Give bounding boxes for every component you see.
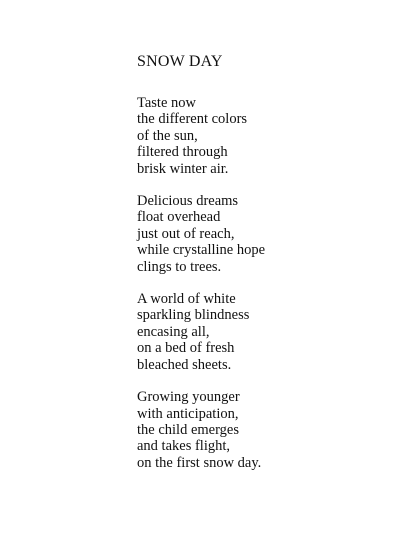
poem — [137, 52, 397, 487]
poem-line: Taste now — [137, 95, 196, 111]
poem-line: the different colors — [137, 111, 248, 128]
poem-line: sparkling blindness — [137, 307, 250, 324]
poem-line: Delicious dreams — [137, 193, 239, 210]
poem-line: clings to trees. — [137, 258, 222, 275]
poem-line: just out of reach, — [137, 225, 235, 242]
poem-line: brisk winter air. — [137, 160, 229, 177]
poem-title: SNOW DAY — [137, 53, 223, 70]
poem-line: on the first snow day. — [137, 454, 262, 471]
poem-line: of the sun, — [137, 127, 198, 144]
poem-line: with anticipation, — [137, 405, 239, 422]
poem-line: Growing younger — [137, 389, 240, 406]
poem-line: and takes flight, — [137, 438, 231, 455]
poem-line: A world of white — [137, 291, 236, 308]
poem-line: while crystalline hope — [137, 242, 266, 259]
poem-line: the child emerges — [137, 421, 240, 438]
stanza-3 — [137, 291, 397, 373]
poem-line: filtered through — [137, 144, 228, 161]
stanza-1 — [137, 95, 397, 177]
poem-line: on a bed of fresh — [137, 340, 235, 357]
poem-line: encasing all, — [137, 323, 210, 340]
poem-line: bleached sheets. — [137, 356, 232, 373]
stanza-2 — [137, 193, 397, 275]
poem-line: float overhead — [137, 209, 221, 226]
stanza-4 — [137, 389, 397, 471]
